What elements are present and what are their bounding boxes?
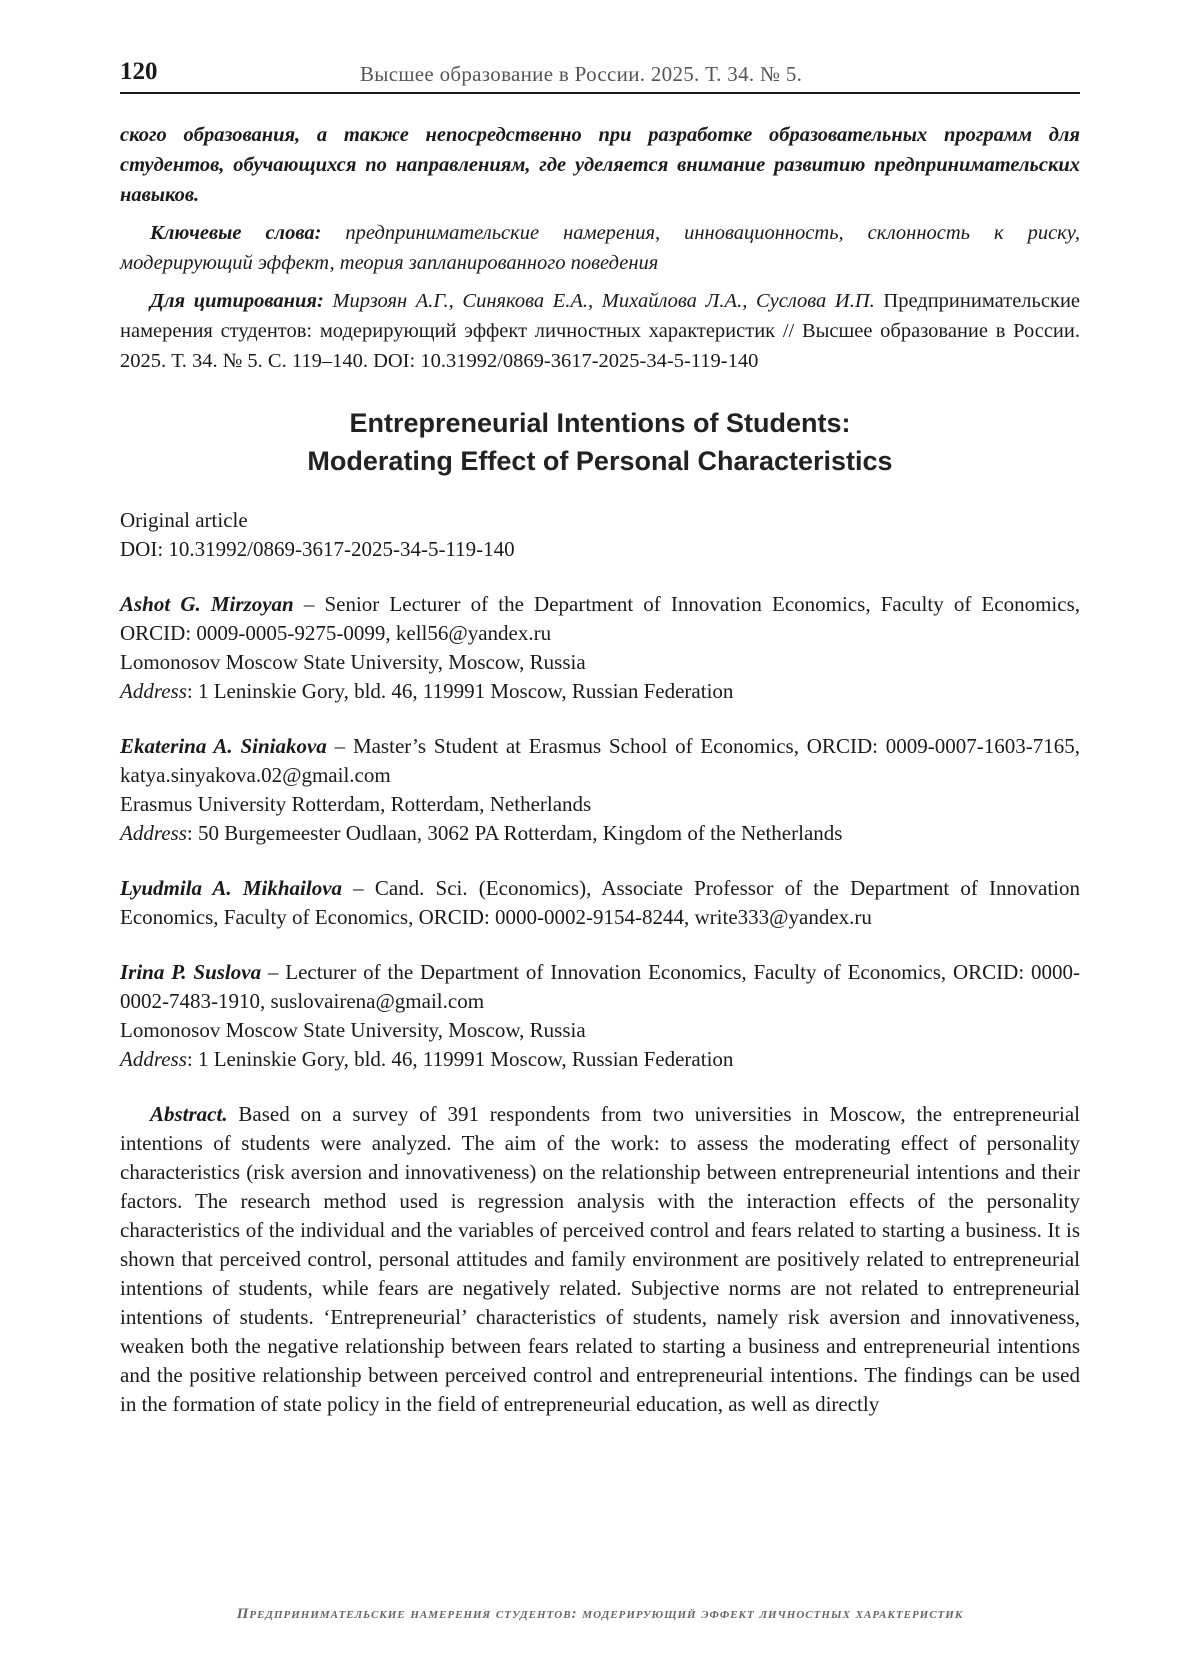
keywords-ru bbox=[120, 218, 1080, 278]
author-affiliation: Erasmus University Rotterdam, Rotterdam, Netherlands bbox=[120, 792, 592, 816]
citation-ru bbox=[120, 286, 1080, 376]
author-desc: Irina P. Suslova – Lecturer of the Department of Innovation Economics, Faculty of Economics, ORCID: 0000-0002-7483-1910, suslovairena@gmail.com bbox=[120, 960, 1080, 1013]
author-address: Address: 1 Leninskie Gory, bld. 46, 119991 Moscow, Russian Federation bbox=[120, 679, 734, 703]
running-footer: Предпринимательские намерения студентов: модерирующий эффект личностных характеристик bbox=[236, 1606, 964, 1622]
abstract-label: Abstract. bbox=[150, 1102, 228, 1126]
abstract-en bbox=[120, 1100, 1080, 1419]
page bbox=[120, 52, 1080, 1419]
article-doi: DOI: 10.31992/0869-3617-2025-34-5-119-140 bbox=[120, 537, 515, 561]
author-name: Irina P. Suslova bbox=[120, 960, 262, 984]
page-number: 120 bbox=[120, 58, 158, 85]
author-block bbox=[120, 732, 1080, 848]
article-title bbox=[120, 404, 1080, 480]
citation-text: Предпринимательские намерения студентов: модерирующий эффект личностных характеристик // Высшее образование в России. 2025. Т. 34. № 5. С. 119–140. DOI: 10.31992/0869-3617-2025-34-5-119-140 bbox=[120, 290, 1081, 372]
citation-authors: Мирзоян А.Г., Синякова Е.А., Михайлова Л.А., Суслова И.П. bbox=[323, 290, 875, 312]
author-desc: Lyudmila A. Mikhailova – Cand. Sci. (Economics), Associate Professor of the Department of Innovation Economics, Faculty of Economics, ORCID: 0000-0002-9154-8244, write333@yandex.ru bbox=[120, 876, 1080, 929]
title-line-1: Entrepreneurial Intentions of Students: bbox=[349, 408, 851, 438]
author-affiliation: Lomonosov Moscow State University, Moscow, Russia bbox=[120, 1018, 586, 1042]
author-name: Ashot G. Mirzoyan bbox=[120, 592, 294, 616]
author-desc: Ashot G. Mirzoyan – Senior Lecturer of the Department of Innovation Economics, Faculty of Economics, ORCID: 0009-0005-9275-0099, kell56@yandex.ru bbox=[120, 592, 1080, 645]
article-type: Original article bbox=[120, 508, 248, 532]
russian-section bbox=[120, 120, 1080, 376]
keywords-label: Ключевые слова: bbox=[150, 222, 322, 244]
citation-label: Для цитирования: bbox=[150, 290, 324, 312]
author-address: Address: 50 Burgemeester Oudlaan, 3062 PA Rotterdam, Kingdom of the Netherlands bbox=[120, 821, 843, 845]
abstract-ru-end: ского образования, а также непосредственно при разработке образовательных программ для студентов, обучающихся по направлениям, где уделяется внимание развитию предпринимательских навыков. bbox=[120, 124, 1080, 206]
article-meta bbox=[120, 506, 1080, 564]
author-address: Address: 1 Leninskie Gory, bld. 46, 119991 Moscow, Russian Federation bbox=[120, 1047, 734, 1071]
title-line-2: Moderating Effect of Personal Characteristics bbox=[307, 446, 893, 476]
author-name: Lyudmila A. Mikhailova bbox=[120, 876, 343, 900]
author-name: Ekaterina A. Siniakova bbox=[120, 734, 327, 758]
keywords-text: предпринимательские намерения, инновационность, склонность к риску, модерирующий эффект, теория запланированного поведения bbox=[120, 222, 1080, 274]
author-block bbox=[120, 958, 1080, 1074]
abstract-text: Based on a survey of 391 respondents from two universities in Moscow, the entrepreneurial intentions of students were analyzed. The aim of the work: to assess the moderating effect of personality characteristics (risk aversion and innovativeness) on the relationship between entrepreneurial intentions and their factors. The research method used is regression analysis with the interaction effects of the personality characteristics of the individual and the variables of perceived control and fears related to starting a business. It is shown that perceived control, personal attitudes and family environment are positively related to entrepreneurial intentions of students, while fears are negatively related. Subjective norms are not related to entrepreneurial intentions of students. ‘Entrepreneurial’ characteristics of students, namely risk aversion and innovativeness, weaken both the negative relationship between fears related to starting a business and entrepreneurial intentions and the positive relationship between perceived control and entrepreneurial intentions. The findings can be used in the formation of state policy in the field of entrepreneurial education, as well as directly bbox=[120, 1102, 1080, 1416]
journal-title: Высшее образование в России. 2025. Т. 34. № 5. bbox=[360, 62, 803, 86]
author-desc: Ekaterina A. Siniakova – Master’s Student at Erasmus School of Economics, ORCID: 0009-0007-1603-7165, katya.sinyakova.02@gmail.com bbox=[120, 734, 1080, 787]
author-affiliation: Lomonosov Moscow State University, Moscow, Russia bbox=[120, 650, 586, 674]
author-block bbox=[120, 590, 1080, 706]
author-block bbox=[120, 874, 1080, 932]
running-header bbox=[120, 52, 1080, 94]
